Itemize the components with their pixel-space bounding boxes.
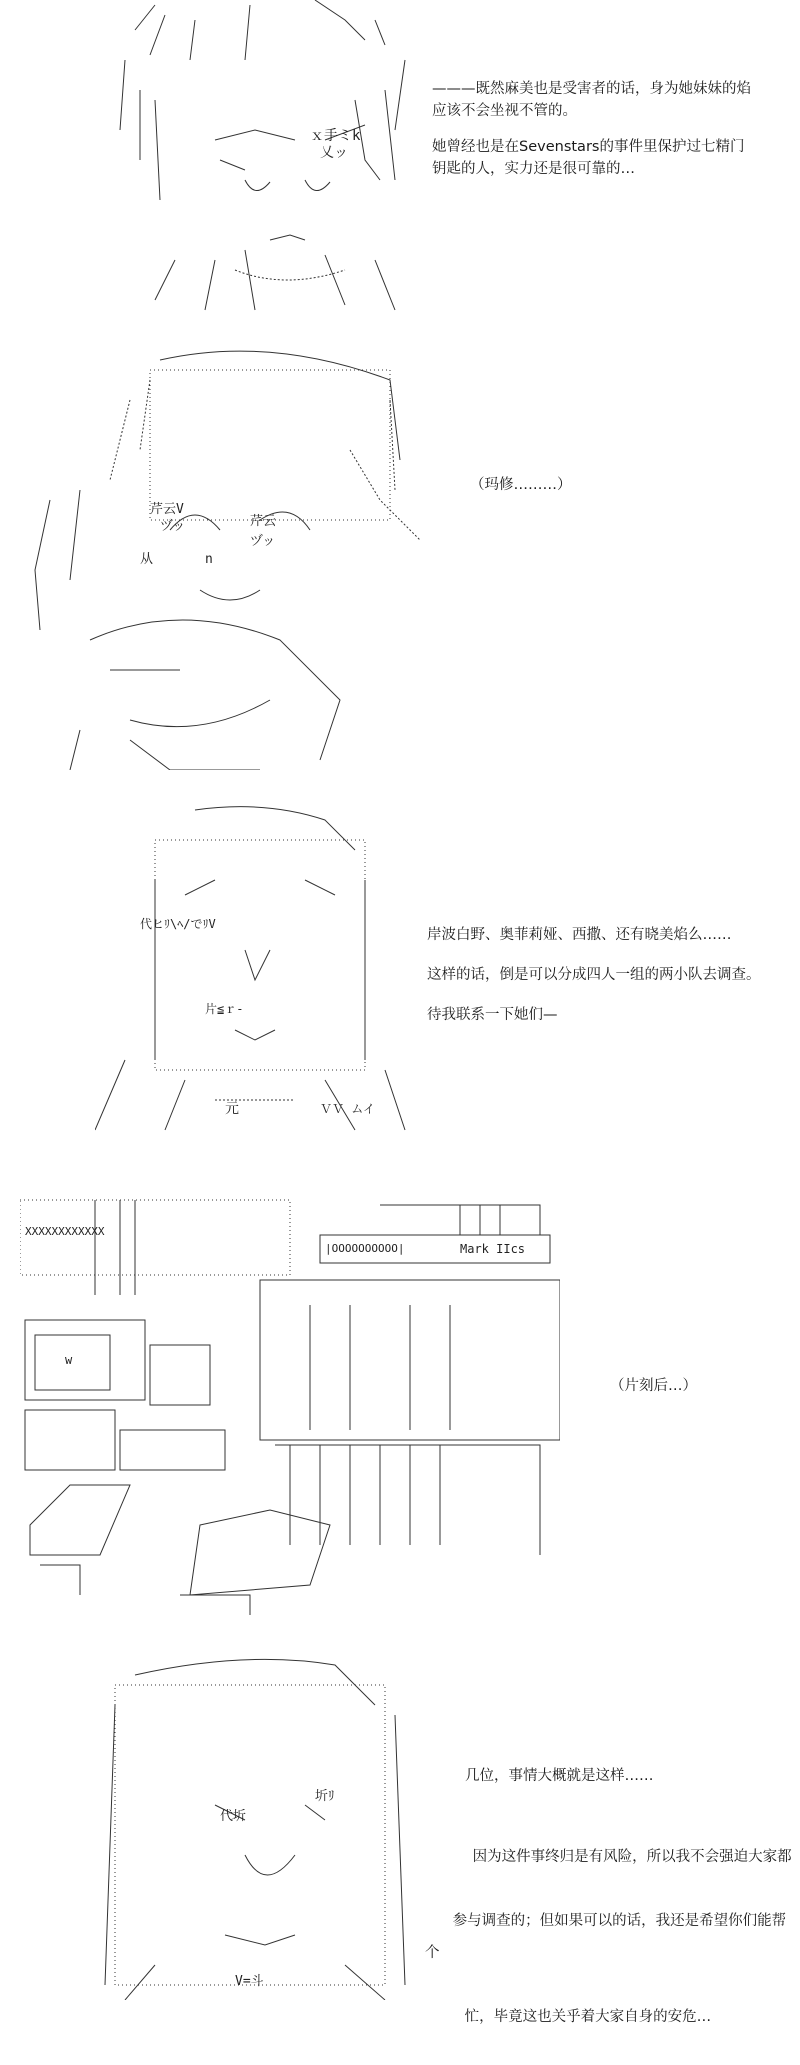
art-glyph: 芹云 (250, 514, 277, 529)
ascii-art-room-scene (20, 1195, 560, 1615)
caption-panel-2 (470, 474, 770, 510)
panel-2 (0, 340, 800, 780)
caption-line: 这样的话，倒是可以分成四人一组的两小队去调查。 (427, 967, 761, 983)
caption-line: 待我联系一下她们— (427, 1007, 558, 1023)
art-glyph: 从 (140, 552, 154, 567)
ascii-art-character-1 (95, 0, 435, 320)
caption-panel-4 (610, 1375, 780, 1411)
caption-panel-1 (432, 78, 792, 194)
caption-line: ———既然麻美也是受害者的话，身为她妹妹的焰 应该不会坐视不管的。 (432, 81, 751, 119)
ascii-art-character-5 (95, 1645, 415, 2000)
art-glyph: ＶＶ ムイ (320, 1102, 375, 1116)
caption-panel-5 (425, 1765, 795, 2065)
caption-line: （玛修………） (470, 477, 572, 493)
art-glyph: w (65, 1353, 73, 1367)
art-glyph: |OOOOOOOOOO| (325, 1242, 405, 1255)
caption-line: （片刻后…） (610, 1378, 697, 1394)
art-glyph: V=斗 (235, 1974, 264, 1989)
panel-1 (0, 0, 800, 320)
caption-line: 岸波白野、奥菲莉娅、西撒、还有晓美焰么…… (427, 927, 732, 943)
art-glyph: ｘ手ミk (310, 128, 361, 144)
caption-line: 因为这件事终归是有风险，所以我不会强迫大家都 参与调查的；但如果可以的话，我还是希望你们能帮个 忙，毕竟这也关乎着大家自身的安危… (425, 1849, 792, 2025)
ascii-art-character-3 (95, 800, 415, 1140)
art-glyph: 元 (225, 1101, 239, 1117)
art-glyph: 代圻 (220, 1809, 247, 1824)
art-glyph: 片≦ｒ- (205, 1002, 244, 1016)
art-glyph: XXXXXXXXXXXX (25, 1225, 105, 1238)
art-glyph: 芹云V (150, 502, 184, 517)
art-glyph: ヅッ (250, 534, 276, 549)
art-glyph: Mark IIcs (460, 1242, 526, 1256)
caption-line: 她曾经也是在Sevenstars的事件里保护过七精门 钥匙的人，实力还是很可靠的… (432, 139, 745, 177)
panel-3 (0, 800, 800, 1140)
art-glyph: 代ヒﾘ\ﾍ/でﾘV (140, 917, 216, 931)
ascii-art-character-2 (20, 340, 420, 770)
art-glyph: ヅッ (160, 519, 186, 534)
panel-5 (0, 1645, 800, 2025)
caption-panel-3 (427, 924, 797, 1040)
art-glyph: n (205, 552, 213, 567)
art-glyph: 乂ッ (320, 145, 348, 161)
art-glyph: 圻ﾘ (315, 1789, 335, 1804)
panel-4 (0, 1195, 800, 1615)
caption-line: 几位，事情大概就是这样…… (465, 1768, 654, 1784)
